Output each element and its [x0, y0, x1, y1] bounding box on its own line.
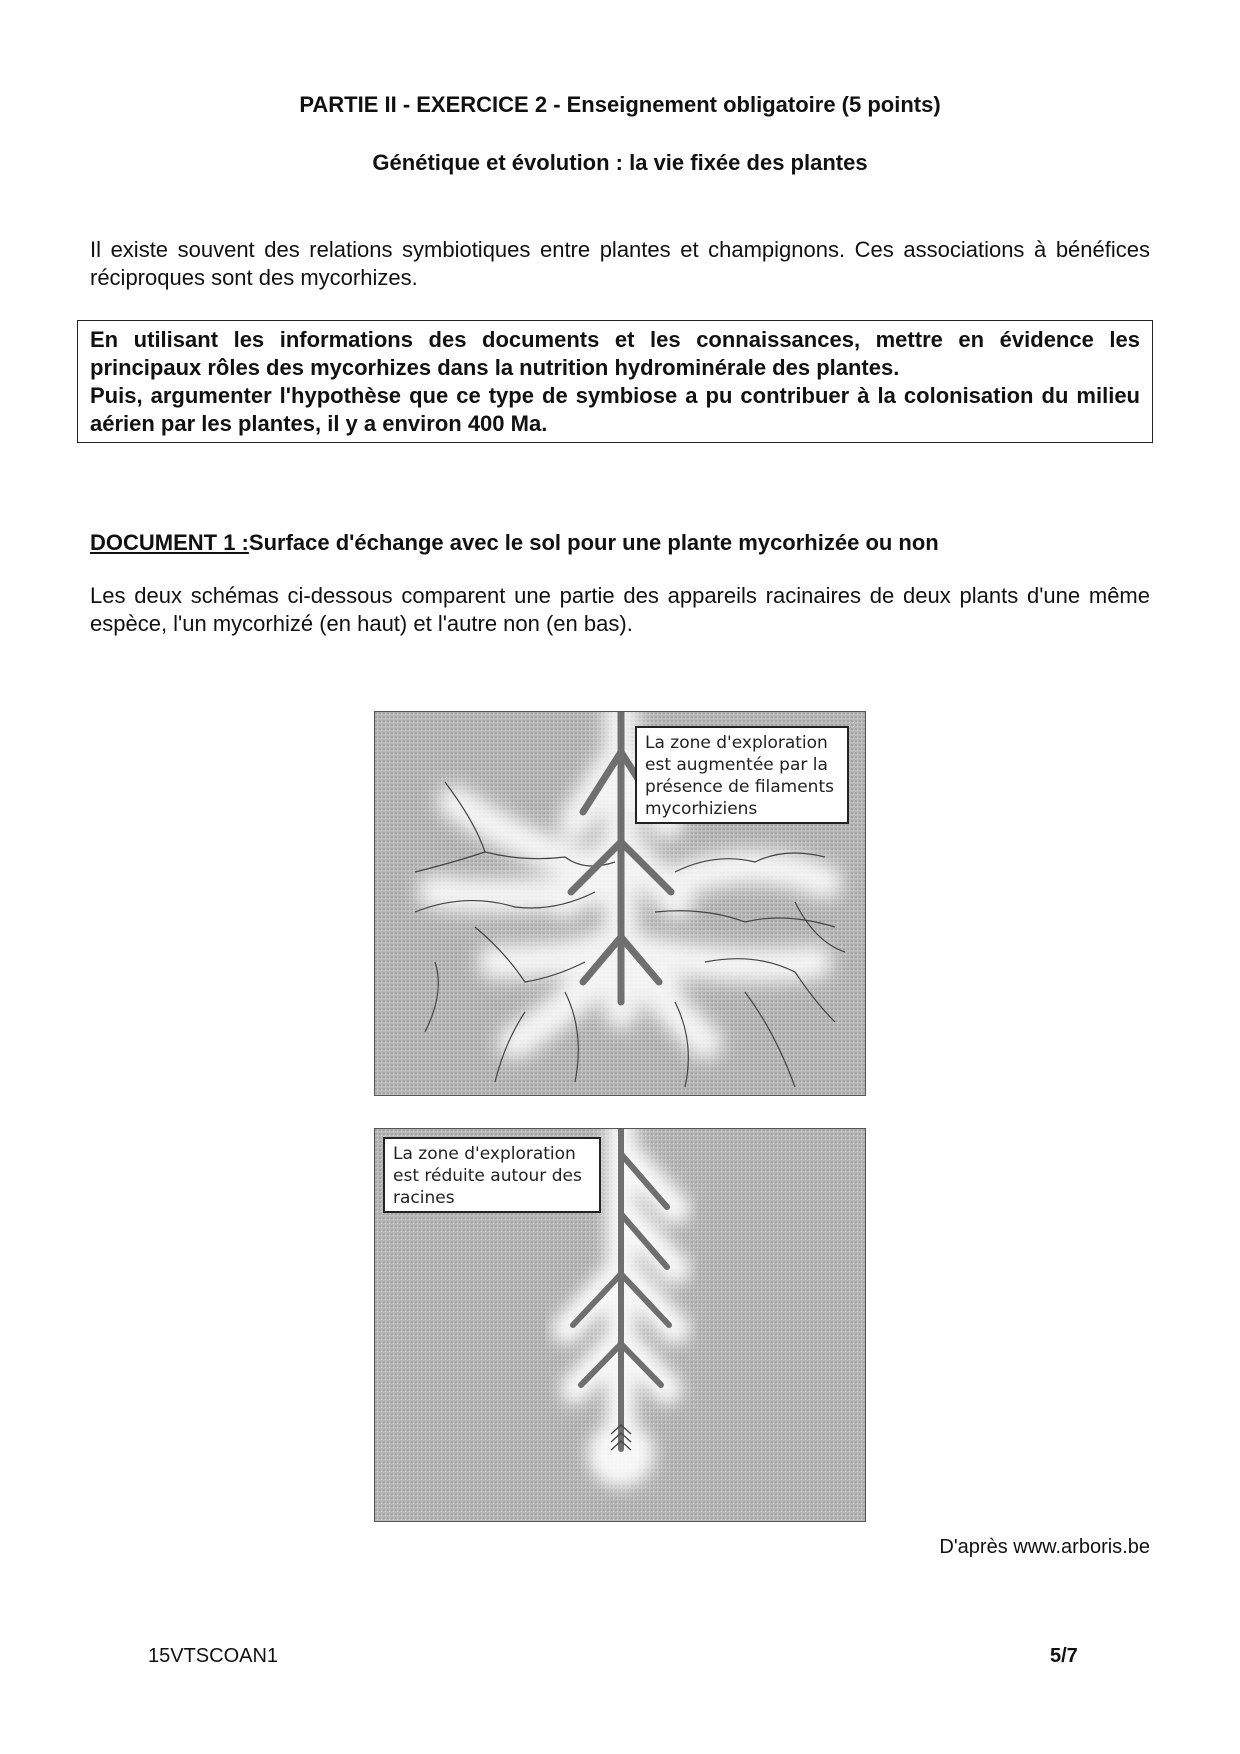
callout-increased-zone: La zone d'exploration est augmentée par la présence de filaments mycorhiziens — [635, 726, 849, 824]
figure-mycorrhized-roots — [374, 711, 866, 1096]
task-box — [77, 320, 1153, 443]
exercise-subtitle: Génétique et évolution : la vie fixée des plantes — [372, 150, 868, 175]
exercise-title: PARTIE II - EXERCICE 2 - Enseignement obligatoire (5 points) — [299, 92, 941, 117]
document-1-title: Surface d'échange avec le sol pour une plante mycorhizée ou non — [248, 530, 939, 555]
task-instruction-1: En utilisant les informations des documents et les connaissances, mettre en évidence les principaux rôles des mycorhizes dans la nutrition hydrominérale des plantes. — [90, 327, 1140, 380]
intro-paragraph: Il existe souvent des relations symbiotiques entre plantes et champignons. Ces associations à bénéfices réciproques sont des mycorhizes. — [90, 237, 1150, 290]
footer-page-number: 5/7 — [1050, 1645, 1078, 1667]
task-instruction-2: Puis, argumenter l'hypothèse que ce type de symbiose a pu contribuer à la colonisation du milieu aérien par les plantes, il y a environ 400 Ma. — [90, 383, 1140, 436]
document-1-description: Les deux schémas ci-dessous comparent une partie des appareils racinaires de deux plants d'une même espèce, l'un mycorhizé (en haut) et l'autre non (en bas). — [90, 583, 1150, 636]
figure-non-mycorrhized-roots — [374, 1128, 866, 1522]
callout-reduced-zone: La zone d'exploration est réduite autour des racines — [383, 1137, 601, 1213]
document-1-label: DOCUMENT 1 : — [90, 530, 249, 555]
footer-exam-code: 15VTSCOAN1 — [148, 1645, 279, 1667]
document-1-heading — [90, 530, 939, 556]
source-credit: D'après www.arboris.be — [939, 1536, 1150, 1558]
